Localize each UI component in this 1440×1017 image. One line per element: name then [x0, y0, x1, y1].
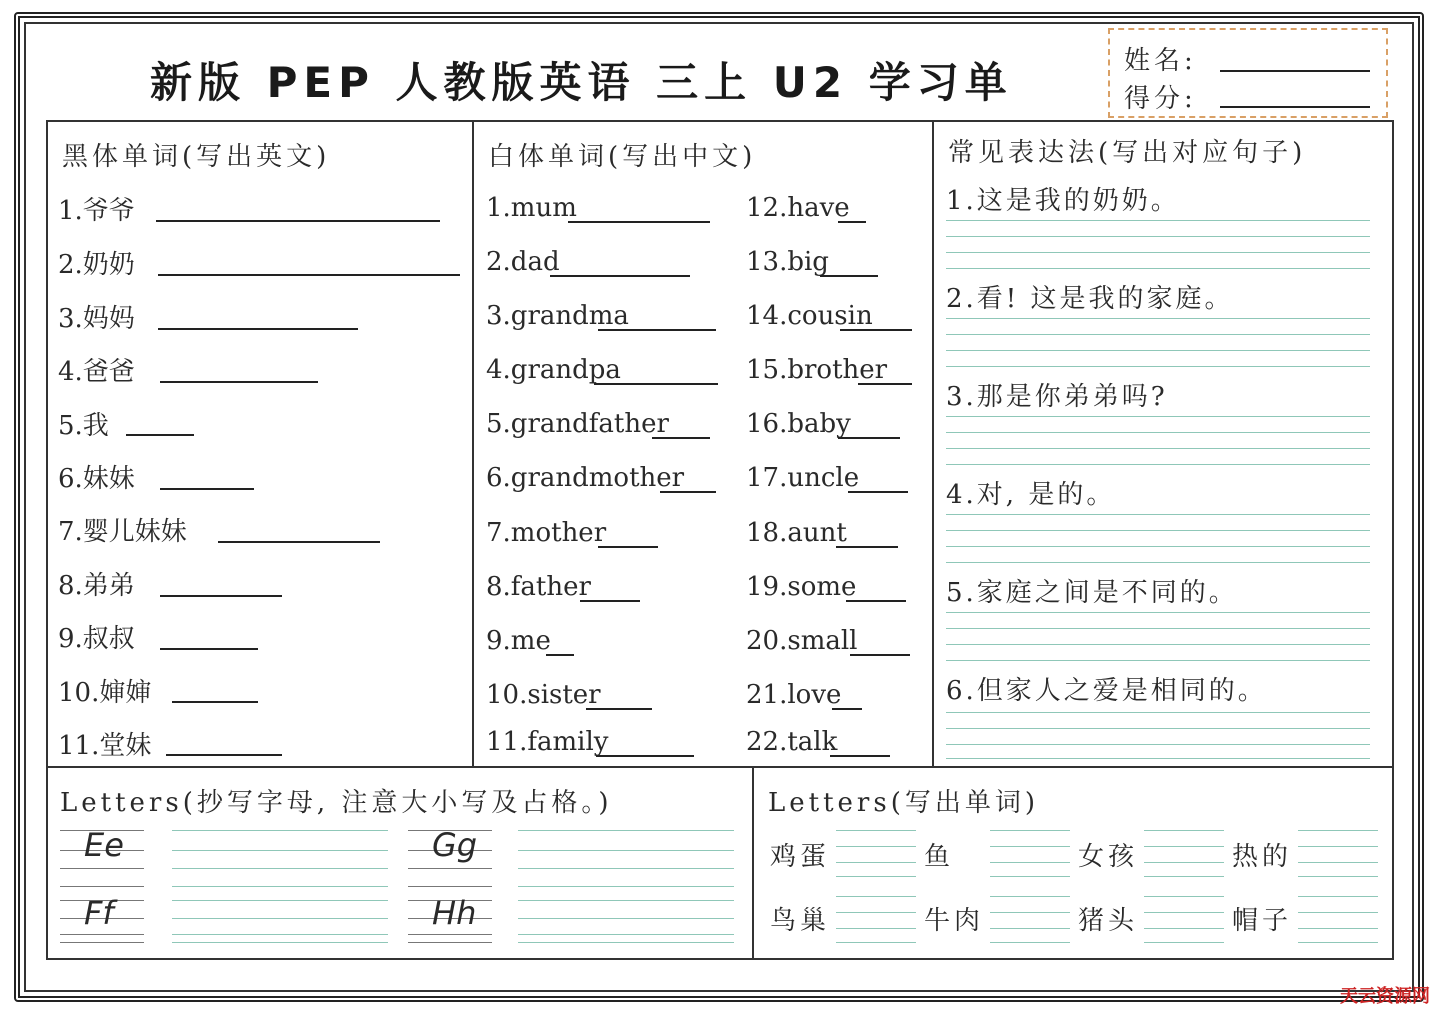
writing-line	[60, 886, 144, 887]
writing-line	[990, 830, 1070, 831]
divider	[932, 120, 934, 768]
writing-line	[836, 830, 916, 831]
list-item: 女孩	[1078, 842, 1139, 872]
answer-blank[interactable]	[160, 488, 254, 490]
answer-blank[interactable]	[172, 701, 258, 703]
letters-words-heading: Letters(写出单词)	[768, 788, 1039, 818]
list-item: 1.这是我的奶奶。	[946, 186, 1180, 216]
writing-line	[408, 934, 492, 935]
list-item: 6.grandmother	[486, 463, 685, 493]
writing-line	[518, 934, 734, 935]
list-item: 9.me	[486, 626, 551, 656]
answer-blank[interactable]	[830, 755, 890, 757]
writing-line	[172, 942, 388, 943]
answer-blank[interactable]	[156, 220, 440, 222]
answer-blank[interactable]	[846, 600, 906, 602]
writing-line	[60, 868, 144, 869]
answer-blank[interactable]	[838, 437, 900, 439]
writing-line	[1144, 830, 1224, 831]
writing-line	[836, 928, 916, 929]
list-item: 20.small	[746, 626, 858, 656]
writing-line	[172, 868, 388, 869]
writing-line	[1144, 896, 1224, 897]
writing-line	[518, 942, 734, 943]
divider	[46, 766, 1394, 768]
writing-line	[1144, 942, 1224, 943]
list-item: 15.brother	[746, 355, 888, 385]
writing-line	[518, 900, 734, 901]
list-item: 19.some	[746, 572, 857, 602]
list-item: 5.grandfather	[486, 409, 669, 439]
writing-line	[946, 366, 1370, 367]
answer-blank[interactable]	[848, 491, 908, 493]
writing-line	[946, 432, 1370, 433]
watermark: 天云资源网	[1340, 986, 1430, 1007]
writing-line	[946, 530, 1370, 531]
list-item: 11.family	[486, 727, 609, 757]
name-label: 姓名:	[1124, 46, 1197, 76]
expressions-heading: 常见表达法(写出对应句子)	[948, 138, 1307, 168]
writing-line	[946, 660, 1370, 661]
writing-line	[1298, 928, 1378, 929]
list-item: 2.看! 这是我的家庭。	[946, 284, 1234, 314]
writing-line	[990, 876, 1070, 877]
writing-line	[946, 252, 1370, 253]
answer-blank[interactable]	[820, 275, 878, 277]
writing-line	[946, 448, 1370, 449]
list-item: 3.grandma	[486, 301, 629, 331]
score-label: 得分:	[1124, 84, 1197, 114]
writing-line	[836, 862, 916, 863]
answer-blank[interactable]	[158, 274, 460, 276]
worksheet-grid	[46, 120, 1394, 960]
answer-blank[interactable]	[568, 221, 710, 223]
writing-line	[946, 220, 1370, 221]
divider	[752, 766, 754, 960]
list-item: 6.妹妹	[58, 464, 135, 494]
writing-line	[946, 758, 1370, 759]
writing-line	[990, 846, 1070, 847]
answer-blank[interactable]	[160, 381, 318, 383]
writing-line	[172, 886, 388, 887]
white-words-heading: 白体单词(写出中文)	[488, 142, 757, 172]
list-item: 18.aunt	[746, 518, 847, 548]
writing-line	[990, 928, 1070, 929]
list-item: 9.叔叔	[58, 624, 135, 654]
writing-line	[1298, 846, 1378, 847]
writing-line	[172, 934, 388, 935]
writing-line	[946, 546, 1370, 547]
list-item: 7.婴儿妹妹	[58, 517, 187, 547]
letter-sample: Ff	[84, 894, 114, 932]
writing-line	[946, 728, 1370, 729]
list-item: 16.baby	[746, 409, 851, 439]
list-item: 8.father	[486, 572, 591, 602]
writing-line	[518, 886, 734, 887]
list-item: 7.mother	[486, 518, 607, 548]
writing-line	[172, 830, 388, 831]
letter-sample: Ee	[84, 826, 124, 864]
writing-line	[172, 850, 388, 851]
writing-line	[946, 628, 1370, 629]
list-item: 10.sister	[486, 680, 601, 710]
writing-line	[836, 896, 916, 897]
list-item: 鸡蛋	[770, 842, 831, 872]
list-item: 22.talk	[746, 727, 838, 757]
letters-copy-heading: Letters(抄写字母, 注意大小写及占格。)	[60, 788, 613, 818]
writing-line	[1298, 862, 1378, 863]
list-item: 热的	[1232, 842, 1293, 872]
worksheet-title: 新版 PEP 人教版英语 三上 U2 学习单	[150, 58, 1013, 107]
list-item: 鱼	[924, 842, 955, 872]
score-blank[interactable]	[1220, 106, 1370, 108]
bold-words-heading: 黑体单词(写出英文)	[62, 142, 331, 172]
name-blank[interactable]	[1220, 70, 1370, 72]
answer-blank[interactable]	[126, 434, 194, 436]
answer-blank[interactable]	[832, 708, 862, 710]
writing-line	[946, 644, 1370, 645]
answer-blank[interactable]	[838, 221, 866, 223]
list-item: 4.grandpa	[486, 355, 621, 385]
writing-line	[1144, 862, 1224, 863]
writing-line	[836, 942, 916, 943]
list-item: 2.dad	[486, 247, 560, 277]
writing-line	[946, 744, 1370, 745]
writing-line	[946, 236, 1370, 237]
answer-blank[interactable]	[652, 437, 710, 439]
writing-line	[946, 334, 1370, 335]
writing-line	[408, 886, 492, 887]
writing-line	[990, 942, 1070, 943]
answer-blank[interactable]	[550, 275, 690, 277]
writing-line	[1298, 830, 1378, 831]
writing-line	[836, 912, 916, 913]
writing-line	[946, 562, 1370, 563]
list-item: 21.love	[746, 680, 842, 710]
writing-line	[1144, 846, 1224, 847]
writing-line	[946, 318, 1370, 319]
writing-line	[518, 918, 734, 919]
writing-line	[172, 900, 388, 901]
answer-blank[interactable]	[160, 648, 258, 650]
divider	[472, 120, 474, 768]
list-item: 13.big	[746, 247, 829, 277]
writing-line	[946, 350, 1370, 351]
answer-blank[interactable]	[166, 754, 282, 756]
list-item: 4.爸爸	[58, 357, 135, 387]
writing-line	[408, 868, 492, 869]
list-item: 2.奶奶	[58, 250, 135, 280]
list-item: 10.婶婶	[58, 678, 152, 708]
writing-line	[518, 850, 734, 851]
writing-line	[1298, 876, 1378, 877]
writing-line	[1298, 896, 1378, 897]
list-item: 3.妈妈	[58, 304, 135, 334]
answer-blank[interactable]	[858, 383, 912, 385]
writing-line	[60, 942, 144, 943]
writing-line	[946, 612, 1370, 613]
name-score-box	[1108, 28, 1388, 118]
writing-line	[946, 514, 1370, 515]
answer-blank[interactable]	[218, 541, 380, 543]
writing-line	[946, 268, 1370, 269]
list-item: 4.对, 是的。	[946, 480, 1116, 510]
answer-blank[interactable]	[660, 491, 716, 493]
list-item: 8.弟弟	[58, 571, 135, 601]
list-item: 6.但家人之爱是相同的。	[946, 676, 1267, 706]
writing-line	[1144, 876, 1224, 877]
writing-line	[1144, 912, 1224, 913]
writing-line	[518, 830, 734, 831]
writing-line	[990, 912, 1070, 913]
answer-blank[interactable]	[840, 329, 912, 331]
writing-line	[946, 464, 1370, 465]
answer-blank[interactable]	[580, 600, 640, 602]
writing-line	[518, 868, 734, 869]
list-item: 帽子	[1232, 906, 1293, 936]
list-item: 1.mum	[486, 193, 577, 223]
letter-sample: Hh	[432, 894, 477, 932]
list-item: 5.我	[58, 411, 109, 441]
answer-blank[interactable]	[850, 654, 910, 656]
writing-line	[60, 934, 144, 935]
answer-blank[interactable]	[158, 328, 358, 330]
writing-line	[1144, 928, 1224, 929]
answer-blank[interactable]	[598, 329, 716, 331]
answer-blank[interactable]	[596, 755, 694, 757]
answer-blank[interactable]	[160, 595, 282, 597]
answer-blank[interactable]	[598, 546, 658, 548]
answer-blank[interactable]	[546, 654, 574, 656]
writing-line	[946, 416, 1370, 417]
writing-line	[990, 862, 1070, 863]
writing-line	[408, 942, 492, 943]
writing-line	[836, 846, 916, 847]
writing-line	[836, 876, 916, 877]
list-item: 1.爷爷	[58, 196, 135, 226]
writing-line	[172, 918, 388, 919]
writing-line	[1298, 942, 1378, 943]
answer-blank[interactable]	[836, 546, 898, 548]
answer-blank[interactable]	[586, 708, 652, 710]
answer-blank[interactable]	[594, 383, 718, 385]
writing-line	[946, 712, 1370, 713]
list-item: 12.have	[746, 193, 850, 223]
list-item: 14.cousin	[746, 301, 873, 331]
list-item: 3.那是你弟弟吗?	[946, 382, 1168, 412]
list-item: 牛肉	[924, 906, 985, 936]
list-item: 17.uncle	[746, 463, 860, 493]
list-item: 11.堂妹	[58, 731, 152, 761]
list-item: 鸟巢	[770, 906, 831, 936]
list-item: 5.家庭之间是不同的。	[946, 578, 1238, 608]
writing-line	[990, 896, 1070, 897]
letter-sample: Gg	[432, 826, 478, 864]
list-item: 猪头	[1078, 906, 1139, 936]
writing-line	[1298, 912, 1378, 913]
